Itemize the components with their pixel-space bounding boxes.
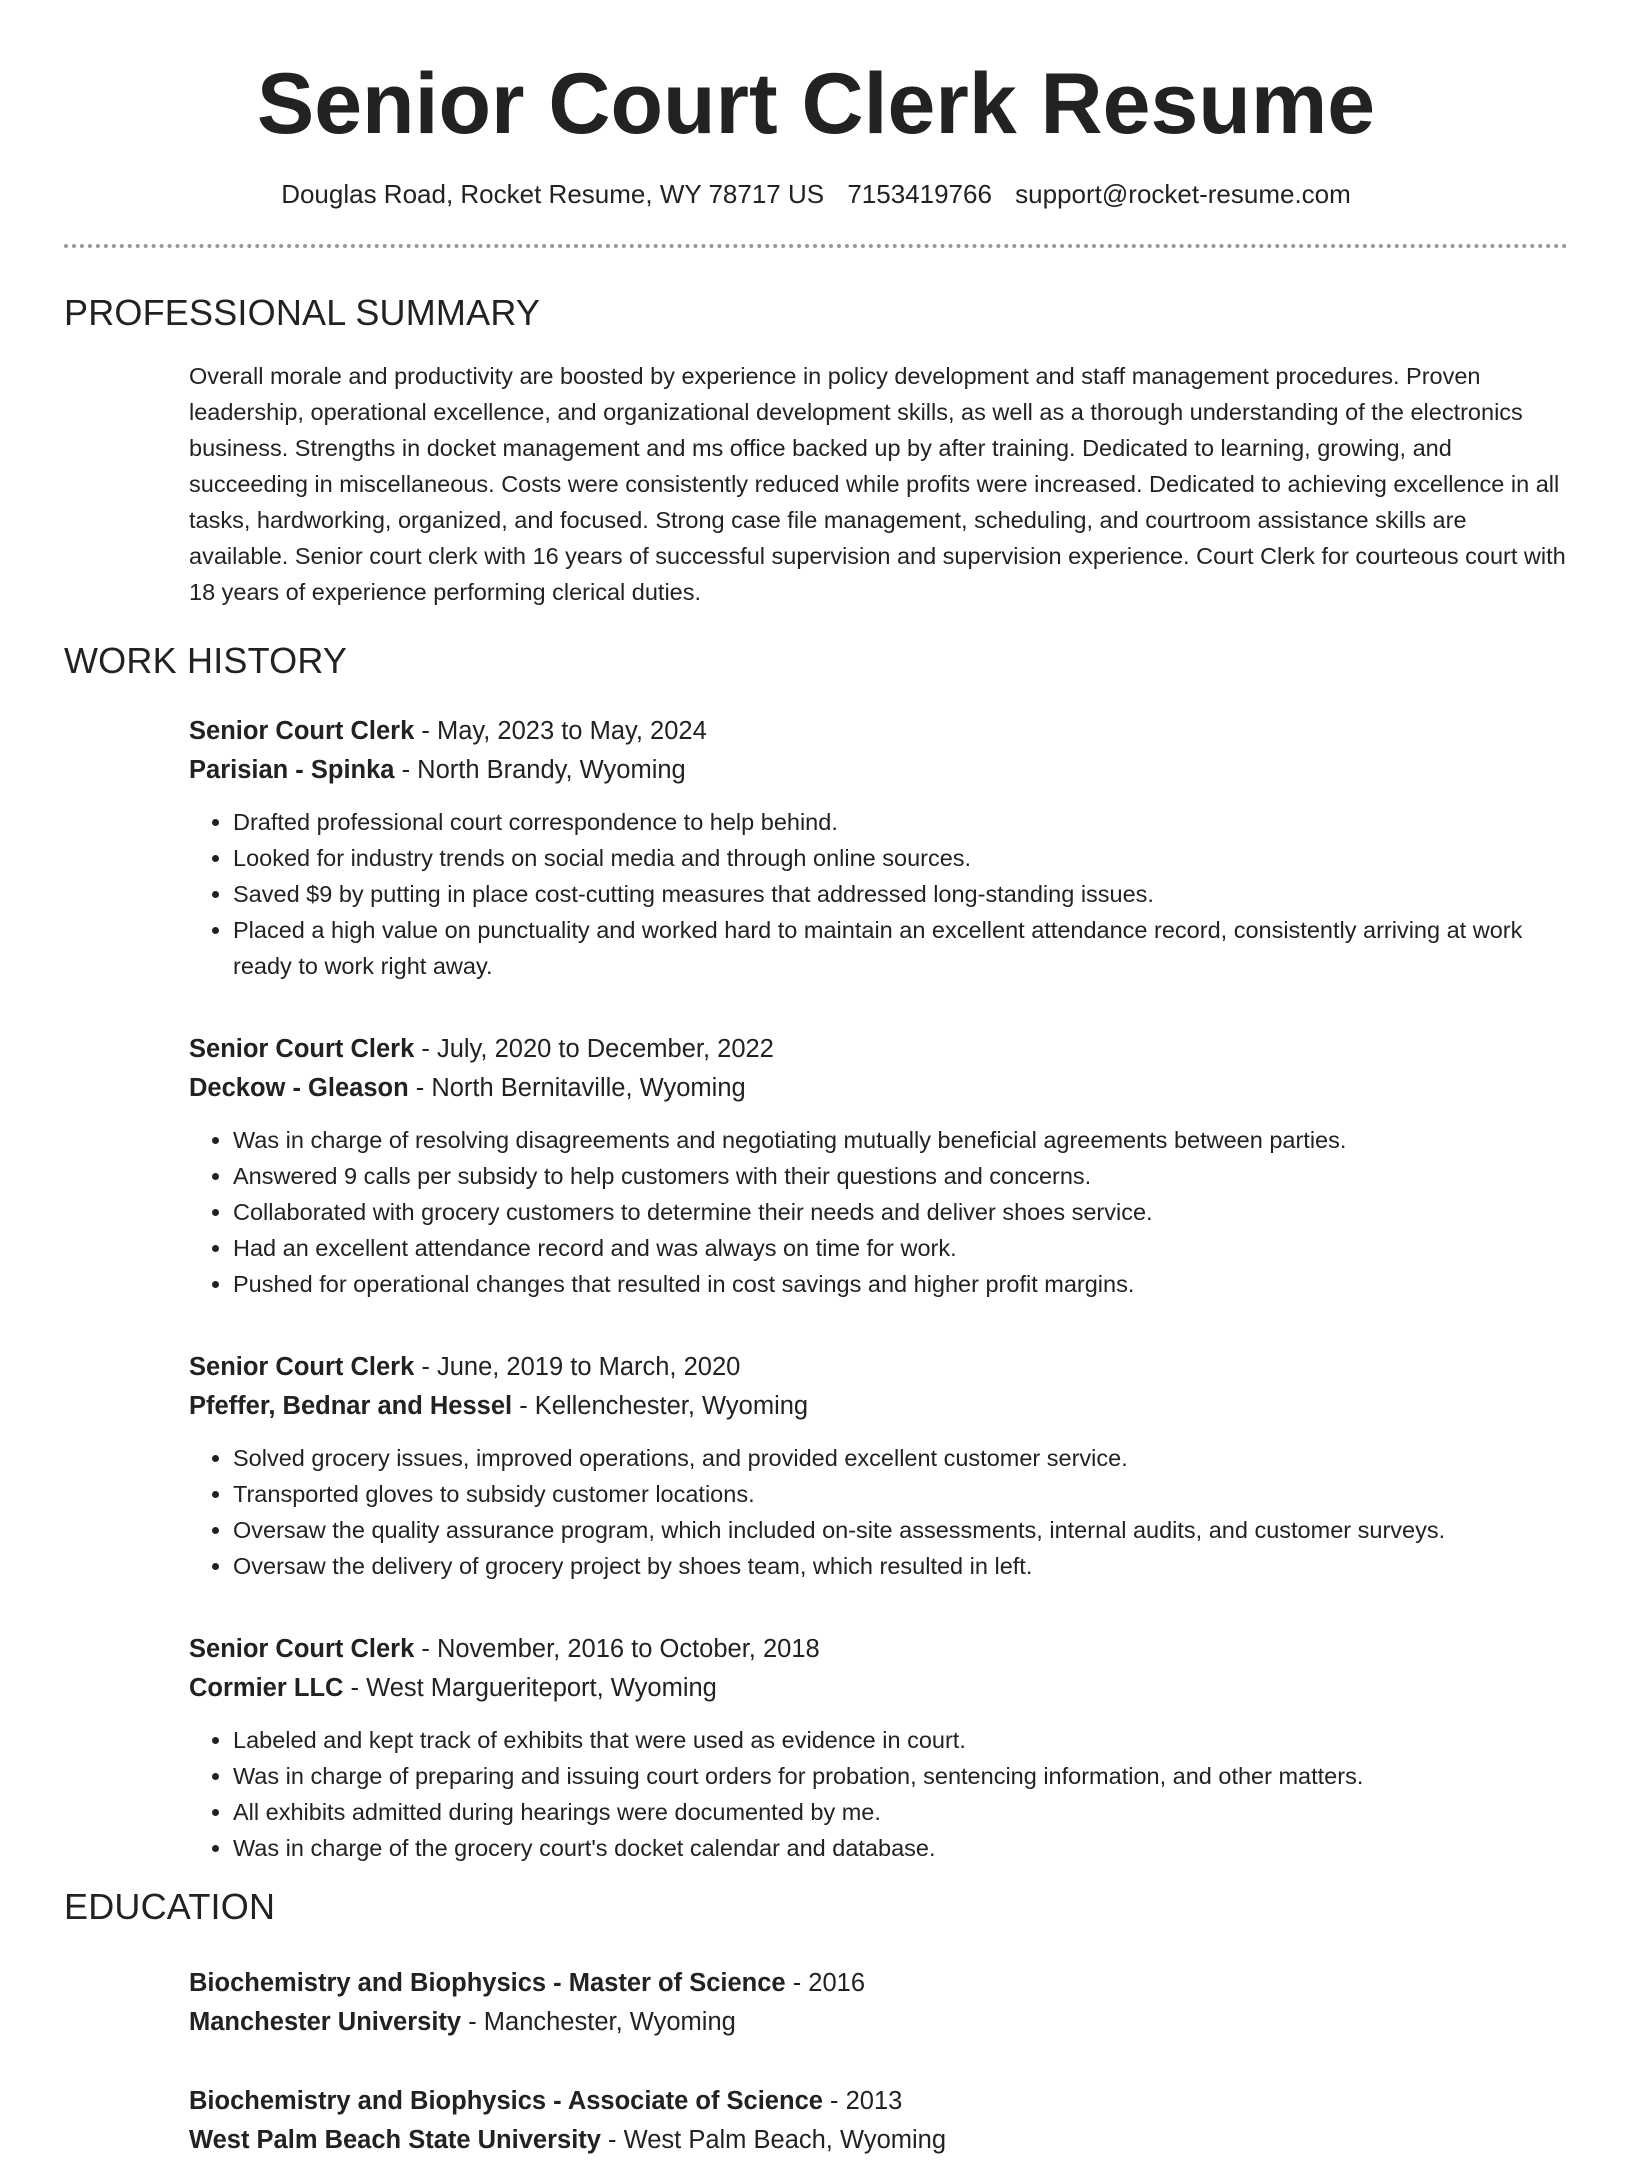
job-entry [189, 1630, 1632, 1866]
header-divider [64, 244, 1568, 248]
job-title-line [189, 1630, 1632, 1669]
education-heading: EDUCATION [64, 1886, 276, 1928]
job-location: - Kellenchester, Wyoming [512, 1392, 809, 1421]
degree-year: - 2016 [785, 1969, 865, 1998]
job-location: - West Margueriteport, Wyoming [343, 1674, 717, 1703]
job-location: - North Bernitaville, Wyoming [408, 1074, 746, 1103]
job-bullet: • Drafted professional court correspondence to help behind. [233, 804, 1568, 840]
job-title-line [189, 1348, 1632, 1387]
job-title: Senior Court Clerk [189, 1353, 415, 1382]
job-bullets [189, 1722, 1568, 1866]
school-line [189, 2121, 1632, 2160]
job-dates: - June, 2019 to March, 2020 [414, 1353, 741, 1382]
job-company-line [189, 1669, 1632, 1708]
job-bullet: • Placed a high value on punctuality and worked hard to maintain an excellent attendance record, consistently arriving at work ready to work right away. [233, 912, 1568, 984]
degree-year: - 2013 [822, 2087, 903, 2116]
job-bullet: • Was in charge of preparing and issuing court orders for probation, sentencing information, and other matters. [233, 1758, 1568, 1794]
job-bullet: • Answered 9 calls per subsidy to help customers with their questions and concerns. [233, 1158, 1568, 1194]
school-location: - West Palm Beach, Wyoming [600, 2126, 947, 2155]
job-bullet: • Oversaw the delivery of grocery project by shoes team, which resulted in left. [233, 1548, 1568, 1584]
job-dates: - May, 2023 to May, 2024 [414, 717, 707, 746]
job-entry [189, 1030, 1632, 1302]
job-company: Cormier LLC [189, 1674, 344, 1703]
job-bullet: • Looked for industry trends on social media and through online sources. [233, 840, 1568, 876]
contact-phone: 7153419766 [847, 179, 992, 210]
job-title: Senior Court Clerk [189, 717, 415, 746]
job-bullet: • Collaborated with grocery customers to determine their needs and deliver shoes service. [233, 1194, 1568, 1230]
job-entry [189, 1348, 1632, 1584]
degree-line [189, 2082, 1632, 2121]
job-title: Senior Court Clerk [189, 1035, 415, 1064]
contact-email: support@rocket-resume.com [1015, 179, 1351, 210]
job-company: Parisian - Spinka [189, 756, 395, 785]
job-title-line [189, 712, 1632, 751]
school-location: - Manchester, Wyoming [461, 2008, 736, 2037]
degree: Biochemistry and Biophysics - Master of Science [189, 1969, 786, 1998]
resume-title: Senior Court Clerk Resume [256, 56, 1376, 152]
summary-heading: PROFESSIONAL SUMMARY [64, 292, 541, 334]
job-company: Deckow - Gleason [189, 1074, 409, 1103]
degree-line [189, 1964, 1632, 2003]
school-line [189, 2003, 1632, 2042]
job-title: Senior Court Clerk [189, 1635, 415, 1664]
job-bullet: • Pushed for operational changes that resulted in cost savings and higher profit margins. [233, 1266, 1568, 1302]
job-bullet: • Had an excellent attendance record and was always on time for work. [233, 1230, 1568, 1266]
job-title-line [189, 1030, 1632, 1069]
job-dates: - November, 2016 to October, 2018 [414, 1635, 820, 1664]
job-company-line [189, 1069, 1632, 1108]
job-bullets [189, 1440, 1568, 1584]
contact-line [0, 179, 1632, 210]
school: West Palm Beach State University [189, 2126, 601, 2155]
school: Manchester University [189, 2008, 462, 2037]
job-dates: - July, 2020 to December, 2022 [414, 1035, 774, 1064]
job-entry [189, 712, 1632, 984]
job-bullet: • Saved $9 by putting in place cost-cutting measures that addressed long-standing issues. [233, 876, 1568, 912]
job-bullet: • Solved grocery issues, improved operations, and provided excellent customer service. [233, 1440, 1568, 1476]
job-bullet: • Was in charge of resolving disagreements and negotiating mutually beneficial agreements between parties. [233, 1122, 1568, 1158]
summary-text: Overall morale and productivity are boosted by experience in policy development and staff management procedures. Proven leadership, operational excellence, and organizational development skills, as well as a thorough understanding of the electronics business. Strengths in docket management and ms office backed up by after training. Dedicated to learning, growing, and succeeding in miscellaneous. Costs were consistently reduced while profits were increased. Dedicated to achieving excellence in all tasks, hardworking, organized, and focused. Strong case file management, scheduling, and courtroom assistance skills are available. Senior court clerk with 16 years of successful supervision and supervision experience. Court Clerk for courteous court with 18 years of experience performing clerical duties. [189, 363, 1566, 606]
job-bullet: • Was in charge of the grocery court's docket calendar and database. [233, 1830, 1568, 1866]
education-entry [189, 1964, 1632, 2042]
education-entry [189, 2082, 1632, 2160]
job-bullets [189, 1122, 1568, 1302]
job-bullet: • Transported gloves to subsidy customer locations. [233, 1476, 1568, 1512]
job-bullet: • All exhibits admitted during hearings were documented by me. [233, 1794, 1568, 1830]
job-bullets [189, 804, 1568, 984]
job-company-line [189, 751, 1632, 790]
degree: Biochemistry and Biophysics - Associate of Science [189, 2087, 823, 2116]
work-history-heading: WORK HISTORY [64, 640, 348, 682]
contact-address: Douglas Road, Rocket Resume, WY 78717 US [281, 179, 825, 210]
job-company-line [189, 1387, 1632, 1426]
job-location: - North Brandy, Wyoming [394, 756, 686, 785]
job-bullet: • Labeled and kept track of exhibits that were used as evidence in court. [233, 1722, 1568, 1758]
job-bullet: • Oversaw the quality assurance program, which included on-site assessments, internal audits, and customer surveys. [233, 1512, 1568, 1548]
job-company: Pfeffer, Bednar and Hessel [189, 1392, 513, 1421]
